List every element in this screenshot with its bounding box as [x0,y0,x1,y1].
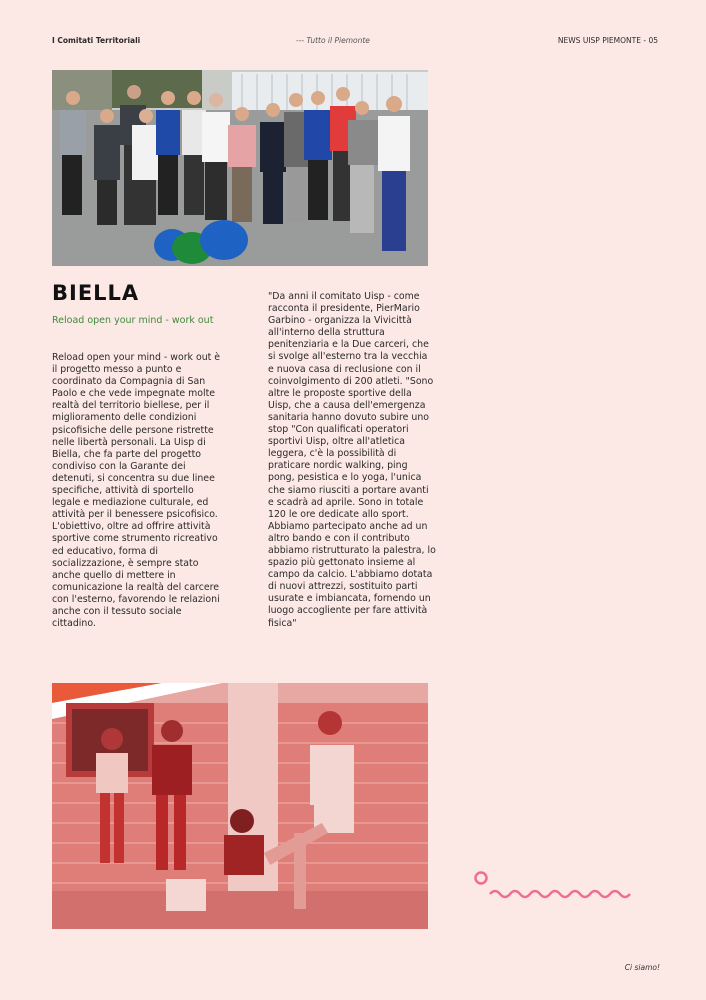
header-section-label: I Comitati Territoriali [52,36,141,45]
footer-tagline: Ci siamo! [624,963,660,972]
group-photo [52,70,428,266]
article-subtitle: Reload open your mind - work out [52,315,214,326]
article-title: BIELLA [52,281,140,305]
header-tagline: --- Tutto il Piemonte [296,36,370,45]
youth-activity-illustration [52,683,428,929]
youth-activity-photo [52,683,428,929]
decorative-wave-icon [472,868,636,902]
article-body-left: Reload open your mind - work out è il progetto messo a punto e coordinato da Compagnia di San Paolo e che vede impegnate molte realtà del territorio biellese, per il miglioramento delle condizioni psicofisiche delle persone ristrette nelle libertà personali. La Uisp di Biella, che fa parte del progetto condiviso con la Garante dei detenuti, si concentra su due linee specifiche, attività di sportello legale e mediazione culturale, ed attività per il benessere psicofisico. L'obiettivo, oltre ad offrire attività sportive come strumento ricreativo ed educativo, forma di socializzazione, è sempre stato anche quello di mettere in comunicazione la realtà del carcere con l'esterno, favorendo le relazioni anche con il tessuto sociale cittadino. [52,352,221,630]
header-page-number: NEWS UISP PIEMONTE - 05 [557,36,658,45]
group-photo-illustration [52,70,428,266]
article-body-right: "Da anni il comitato Uisp - come racconta il presidente, PierMario Garbino - organizza la Vivicittà all'interno della struttura penitenziaria e la Due carceri, che si svolge all'esterno tra la vecchia e nuova casa di reclusione con il coinvolgimento di 200 atleti. "Sono altre le proposte sportive della Uisp, che a causa dell'emergenza sanitaria hanno dovuto subire uno stop "Con qualificati operatori sportivi Uisp, oltre all'atletica leggera, c'è la possibilità di praticare nordic walking, ping pong, pesistica e lo yoga, l'unica che siamo riusciti a portare avanti e scadrà ad aprile. Sono in totale 120 le ore dedicate allo sport. Abbiamo partecipato anche ad un altro bando e con il contributo abbiamo ristrutturato la palestra, lo spazio più gettonato insieme al campo da calcio. L'abbiamo dotata di nuovi attrezzi, sostituito parti usurate e imbiancata, fornendo un luogo accogliente per fare attività fisica" [268,291,436,629]
